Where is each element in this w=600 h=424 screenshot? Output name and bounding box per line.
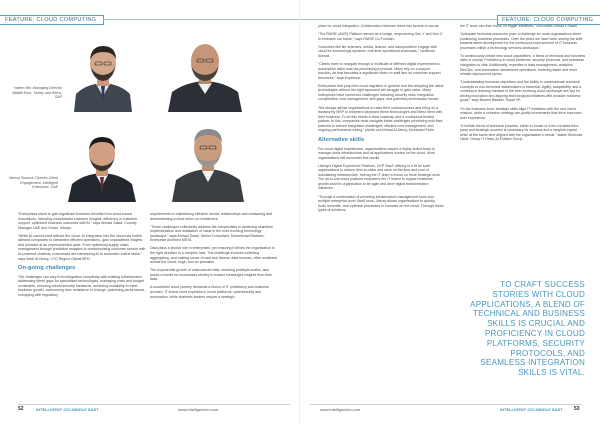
paragraph: “While AI cannot exist without the cloud, AI integration into the cloud has further allowed companies to streamline efficient operations, gain unparalleled insights, and innovate at an unprecedented pace. From optimising supply chain management through predictive analytics to revolutionising customer service with AI-powered chatbots, businesses are harnessing AI to automate routine tasks,” says Wael Al-Nemy, CTO Region Global BPO. xyxy=(18,233,146,261)
publication-name: INTELLIGENT CIO MIDDLE EAST xyxy=(500,407,563,412)
caption-hatem: Hatem Bel, Managing Director Middle East, Turkey and Africa, SAP xyxy=(12,86,62,100)
subheading-alternative-skills: Alternative skills xyxy=(318,136,365,143)
portrait-photo-hatem xyxy=(66,34,140,112)
portrait-photo-fadi xyxy=(160,34,250,112)
left-column-2 xyxy=(150,212,278,303)
paragraph: Data plays a pivotal role in enterprises, yet ensuring it drives the organisation in the right direction is a complex task. The challenge involves collecting, aggregating, and making sense of vast and diverse data sources, often scattered across the cloud, edge, and on-premises. xyxy=(150,246,277,265)
paragraph: “A holistic blend of technical prowess, either in-house or from a trusted third-party and strategic acumen is necessary for success and a tangible impact while at the same time aligned with the organisation's needs,” states Shehzad Hanif, Group IT Head, Al-Futtaim Group. xyxy=(460,123,582,142)
paragraph: “Enterprises stand to gain significant business benefits from cloud-based innovations, including consolidated customer insights, efficiency in customer support, optimised business outcomes with AI,” says Ahmad Saadi, Country Manager UAE and Oman, Infosys. xyxy=(18,212,138,230)
footer-rule-left xyxy=(18,404,290,405)
paragraph: “Through a combination of providing infrastructure management tools and multiple enterprise-level SaaS tools, Liferay allows organisations to quickly build, innovate, and optimise processes to innovate on the cloud. Through these types of solutions, xyxy=(318,194,444,213)
paragraph: The challenges can vary from integration complexity with existing infrastructure, addressing talent gaps for specialised technologies, managing costs and budget constraints, ensuring robust security measures, achieving scalability to meet business growth, overcoming user resistance to change, optimising performance, complying with regulatory xyxy=(18,274,146,297)
caption-neeraj: Neeraj Sharma, Director Client Engagement, Intelligent Enterprise, UAE xyxy=(9,176,58,190)
page-number-left: 52 xyxy=(18,406,24,412)
page-number-right: 53 xyxy=(574,406,580,412)
paragraph: “Adequate technical resources pose a challenge for most organisations when positioning business processes. Over the years we have been seeing the shift towards talent development for the continuous improvement of IT business processes within a technology services landscape.” xyxy=(460,32,583,50)
paragraph: The exponential growth of unstructured data, reaching petabyte scales, also poses a hurdle for businesses striving to extract meaningful insights from their data. xyxy=(150,268,273,282)
paragraph: “The RAISE (AWS) Platform serves as a bridge, empowering Gen Y and Gen Z to embrace our future,” says RAISE Co-Founder. xyxy=(318,32,443,41)
paragraph: Liferay's Digital Experience Platform, DXP SaaS offering is a fit for such organisations to reduce time-to-value and save on the time and cost of maintaining infrastructure, freeing the IT team to focus on more strategic work. The all-in-one cloud platform empowers the IT teams to support business growth and the organisation to be agile and drive digital transformation initiatives. xyxy=(318,163,441,191)
publication-name: INTELLIGENT CIO MIDDLE EAST xyxy=(36,407,99,412)
footer-publication-left xyxy=(36,406,99,413)
pull-quote: TO CRAFT SUCCESS STORIES WITH CLOUD APPLICATIONS, A BLEND OF TECHNICAL AND BUSINESS SKILLS IS CRUCIAL AND PROFICIENCY IN CLOUD PLATFORMS, SECURITY PROTOCOLS, AND SEAMLESS INTEGRATION SKILLS IS VITAL. xyxy=(470,280,585,378)
paragraph: A successful cloud journey demands a fusion of IT proficiency and business acumen. IT teams need expertise in cloud platforms, cybersecurity and automation, while business leaders require a strategic xyxy=(150,285,269,299)
paragraph: “Clients have to navigate through a multitude of different digital experiences to accomplish tasks such as purchasing a product. Many rely on a support function, as that becomes a significant strain on staff and on customer support resources,” says Kopleeva. xyxy=(318,62,441,80)
left-column-1 xyxy=(18,212,146,301)
paragraph: Enterprises that jump into cloud migration in general and into adopting the latest technologies without the right approach will struggle to gain value. Many enterprises have numerous challenges including security risks, integration complexities, cost management, skill gaps, and potential performance issues. xyxy=(318,83,444,102)
paragraph: For cloud digital experiences, organisations require a highly skilled team to manage cloud infrastructure and all applications hosted on the cloud. Most organisations still encounter this hurdle. xyxy=(318,146,436,160)
subheading-ongoing-challenges: On-going challenges xyxy=(18,264,76,271)
footer-url-right[interactable]: www.intelligentcio.com xyxy=(320,407,361,412)
paragraph: To continuously create new cloud capabilities, a blend of technical and business skills is crucial. Proficiency in cloud platforms, security protocols, and seamless integration is vital. Additionally, expertise in data management, analytics, DevOps, and automation streamlines operations, fostering faster and more reliable deployment cycles. xyxy=(460,53,586,77)
header-rule-right xyxy=(300,19,498,20)
section-header-right: FEATURE: CLOUD COMPUTING xyxy=(497,15,600,25)
paragraph: “Industries like life sciences, media, finance, and transportation engage with cloud for increasingly dynamic, real-time operational workloads,” continues Ahmad. xyxy=(318,44,437,58)
portrait-photo-fadi-2 xyxy=(166,118,250,202)
right-column-1 xyxy=(318,24,444,216)
paragraph: “Understanding business objectives and the ability to communicate technical concepts to non-technical stakeholders is essential. Agility, adaptability, and a continuous learning mindset in the ever-evolving cloud landscape are key for driving innovation and aligning technological initiatives with broader business goals,” says Basem Badawi, Saudi VP. xyxy=(460,80,582,103)
paragraph: “We always advise organisations to raise their consciousness and bring on a trustworthy MSP to shepherd deployed these technologies and blend them with their business. To do this needs a clear roadmap and a continuous trusted partner. In this, companies must navigate these challenges prioritising with their partners to ensure integration challenges, efficient cost management, and ongoing performance tuning,” points out Ahmad Al-Nemy, Mohamed Faris. xyxy=(318,105,443,133)
footer-publication-right xyxy=(500,406,563,413)
paragraph: requirements to maintaining effective vendor relationships and measuring and demonstrating a clear return on investment. xyxy=(150,212,272,221)
header-rule-left xyxy=(103,19,300,20)
right-column-2 xyxy=(460,24,586,146)
portrait-photo-neeraj xyxy=(62,128,142,202)
footer-rule-right xyxy=(310,404,582,405)
footer-url-left[interactable]: www.intelligentcio.com xyxy=(178,407,219,412)
paragraph: place for cloud integration. Collaboration between these two factors is crucial. xyxy=(318,24,440,28)
paragraph: On the business front, strategic skills align IT initiatives with the end user's mission, while a cohesive strategy can justify investments that drive improved user experience. xyxy=(460,106,582,120)
paragraph: the IT team can then focus on bigger initiatives,” concludes Liferay's Saadi. xyxy=(460,24,578,28)
paragraph: “These challenges collectively address the complexities in achieving seamless implementation and realisation of value in the ever-evolving technology landscape,” says Ahmad Saadi, Senior Consultant, Muhammad Radwan, Enterprise Architect META. xyxy=(150,224,273,243)
section-header-left: FEATURE: CLOUD COMPUTING xyxy=(0,15,104,25)
